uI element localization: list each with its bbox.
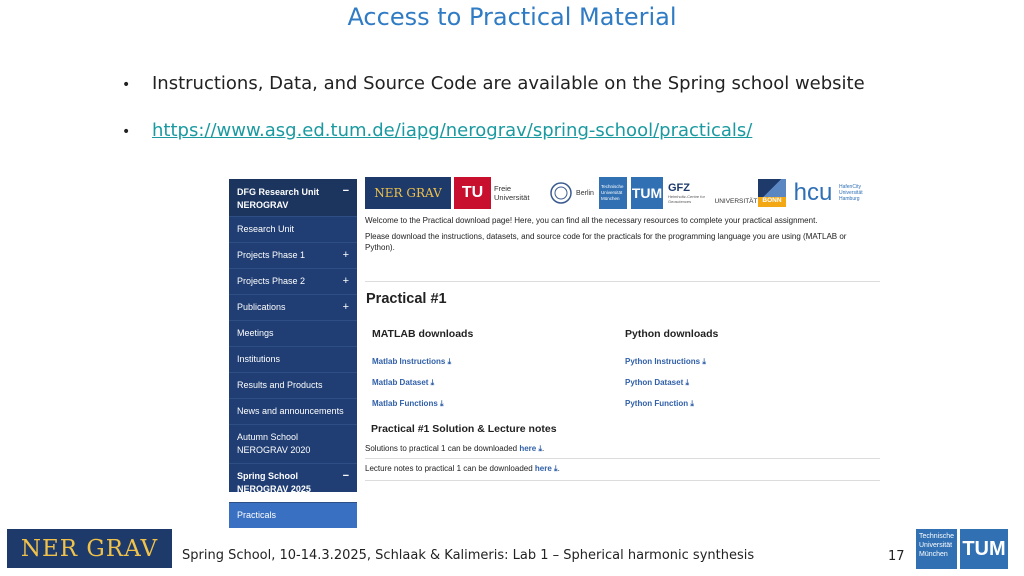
- practicals-url-link[interactable]: https://www.asg.ed.tum.de/iapg/nerograv/spring-school/practicals/: [152, 120, 753, 141]
- practical-heading: Practical #1: [366, 291, 447, 307]
- bonn-logo: BONN: [758, 177, 786, 209]
- footer-text: Spring School, 10-14.3.2025, Schlaak & Kalimeris: Lab 1 – Spherical harmonic synthesis: [182, 548, 755, 563]
- solution-heading: Practical #1 Solution & Lecture notes: [371, 423, 557, 435]
- sidebar-item-label: Projects Phase 2: [237, 276, 306, 286]
- fu-berlin-label: Freie Universität: [494, 184, 530, 202]
- expand-icon[interactable]: +: [342, 249, 349, 261]
- collapse-icon[interactable]: −: [342, 185, 349, 197]
- welcome-text: Welcome to the Practical download page! Here, you can find all the necessary resources to complete your practical assignment.: [365, 216, 818, 225]
- sidebar-item-publications[interactable]: [229, 294, 357, 320]
- nerograv-footer-logo: [7, 529, 172, 568]
- sidebar-item-label: Research Unit: [237, 224, 295, 234]
- bullet-marker: •: [122, 124, 131, 140]
- solution-here-link[interactable]: here ⤓: [519, 444, 543, 453]
- tum-footer-label: Technische Universität München: [916, 529, 957, 569]
- lecture-notes-suffix: .: [557, 464, 560, 473]
- bullet-marker: •: [122, 77, 131, 93]
- sidebar-item-label: Spring School NEROGRAV 2025: [237, 471, 311, 494]
- berlin-label: Berlin: [576, 189, 594, 197]
- sidebar-item-results[interactable]: [229, 372, 357, 398]
- tum-footer-logo: TUM: [960, 529, 1008, 569]
- hcu-logo: hcu: [793, 179, 833, 206]
- divider: [365, 281, 880, 282]
- sidebar-item-projects-phase-2[interactable]: [229, 268, 357, 294]
- sidebar-item-label: Results and Products: [237, 380, 323, 390]
- page-number: 17: [888, 549, 905, 564]
- collapse-icon[interactable]: −: [342, 470, 349, 482]
- divider: [365, 458, 880, 459]
- nerograv-logo-text: NER GRAV: [20, 535, 159, 562]
- python-instructions-link[interactable]: Python Instructions ⤓: [625, 357, 706, 366]
- solution-suffix: .: [542, 444, 545, 453]
- sidebar-item-institutions[interactable]: [229, 346, 357, 372]
- tum-logo: TUM: [631, 177, 663, 209]
- tu-berlin-logo: TU: [454, 177, 491, 209]
- divider: [365, 480, 880, 481]
- sidebar-item-label: Institutions: [237, 354, 281, 364]
- partner-logos: [365, 177, 885, 209]
- sidebar-item-projects-phase-1[interactable]: [229, 242, 357, 268]
- hcu-sub-label: HafenCity Universität Hamburg: [839, 184, 863, 202]
- gfz-logo: GFZ Helmholtz-Centre for Geosciences: [668, 182, 705, 204]
- practical-page-content: [365, 215, 880, 473]
- sidebar-item-autumn-school[interactable]: [229, 424, 357, 463]
- bullet-text: Instructions, Data, and Source Code are available on the Spring school website: [152, 73, 865, 94]
- python-dataset-link[interactable]: Python Dataset ⤓: [625, 378, 689, 387]
- bullet-link: [122, 120, 752, 141]
- sidebar-item-label: Autumn School NEROGRAV 2020: [237, 432, 311, 455]
- slide-title: Access to Practical Material: [347, 3, 677, 31]
- fu-seal-icon: [549, 177, 573, 209]
- sidebar-item-spring-school[interactable]: [229, 463, 357, 502]
- sidebar-item-label: Practicals: [237, 510, 277, 520]
- python-heading: Python downloads: [625, 328, 719, 340]
- solution-text: Solutions to practical 1 can be downloaded: [365, 444, 518, 453]
- lecture-notes-text: Lecture notes to practical 1 can be downloaded: [365, 464, 533, 473]
- uni-bonn-label: UNIVERSITÄT: [714, 198, 758, 205]
- lecture-notes-here-link[interactable]: here ⤓: [534, 464, 558, 473]
- lecture-notes-line: [365, 464, 560, 474]
- sidebar-item-label: Meetings: [237, 328, 274, 338]
- sidebar-item-label: Projects Phase 1: [237, 250, 306, 260]
- python-function-link[interactable]: Python Function ⤓: [625, 399, 694, 408]
- matlab-dataset-link[interactable]: Matlab Dataset ⤓: [372, 378, 435, 387]
- sidebar-item-practicals[interactable]: [229, 502, 357, 528]
- sidebar-item-meetings[interactable]: [229, 320, 357, 346]
- matlab-heading: MATLAB downloads: [372, 328, 474, 340]
- bullet-instructions: [122, 73, 865, 94]
- tum-small-label: Technische Universität München: [599, 177, 627, 209]
- website-screenshot: [229, 169, 885, 520]
- matlab-instructions-link[interactable]: Matlab Instructions ⤓: [372, 357, 452, 366]
- instructions-text: Please download the instructions, datasets, and source code for the practicals for the programming language you are using (MATLAB or Python).: [365, 232, 847, 252]
- sidebar-header[interactable]: [229, 179, 357, 216]
- expand-icon[interactable]: +: [342, 275, 349, 287]
- sidebar-header-label: DFG Research Unit NEROGRAV: [237, 187, 320, 210]
- sidebar-item-label: News and announcements: [237, 406, 344, 416]
- solution-line: [365, 444, 544, 454]
- nerograv-logo: NER GRAV: [365, 177, 451, 209]
- sidebar-item-label: Publications: [237, 302, 286, 312]
- sidebar-item-news[interactable]: [229, 398, 357, 424]
- sidebar-item-research-unit[interactable]: [229, 216, 357, 242]
- expand-icon[interactable]: +: [342, 301, 349, 313]
- matlab-functions-link[interactable]: Matlab Functions ⤓: [372, 399, 444, 408]
- website-sidebar: [229, 179, 357, 520]
